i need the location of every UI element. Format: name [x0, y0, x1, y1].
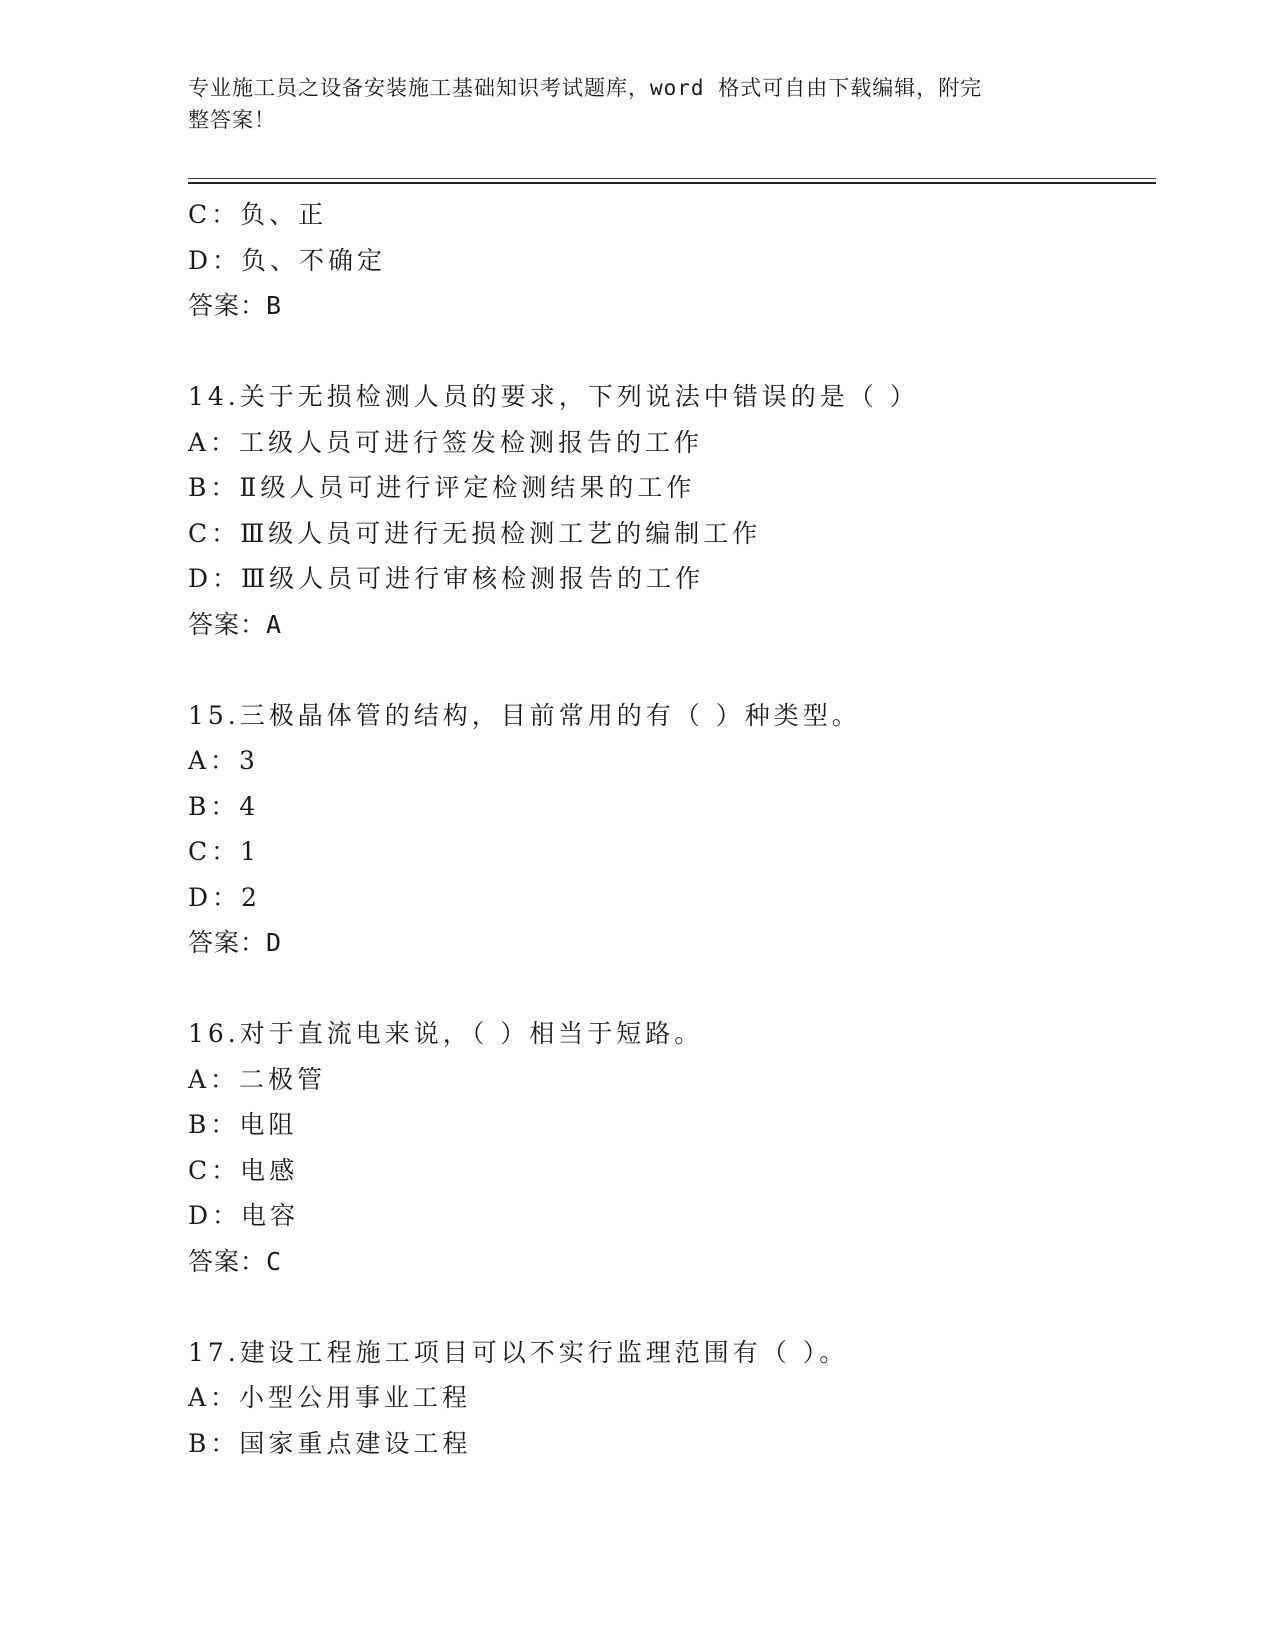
q14-option-b: B：Ⅱ级人员可进行评定检测结果的工作	[188, 473, 696, 502]
q13-option-d: D：负、不确定	[188, 245, 387, 275]
q17-option-b: B：国家重点建设工程	[188, 1428, 472, 1458]
q15-answer: 答案：D	[188, 928, 283, 957]
header-line-2: 整答案！	[188, 108, 276, 132]
header-divider-thick	[188, 182, 1156, 184]
q15-question: 15.三极晶体管的结构，目前常用的有（ ）种类型。	[188, 700, 861, 730]
document-header	[188, 72, 1068, 136]
q17-option-a: A：小型公用事业工程	[188, 1383, 472, 1412]
header-line-1: 专业施工员之设备安装施工基础知识考试题库，word 格式可自由下载编辑，附完	[188, 76, 983, 100]
q13-option-c: C：负、正	[188, 200, 328, 229]
q16-option-b: B：电阻	[188, 1110, 298, 1139]
q14-option-a: A：工级人员可进行签发检测报告的工作	[188, 427, 704, 457]
q16-option-a: A：二极管	[188, 1064, 327, 1094]
header-divider-thin	[188, 178, 1156, 179]
question-17-block	[188, 1330, 1156, 1467]
question-15-block	[188, 693, 1156, 966]
q16-option-d: D：电容	[188, 1201, 300, 1230]
q16-question: 16.对于直流电来说，（ ）相当于短路。	[188, 1019, 704, 1048]
question-14-block	[188, 374, 1156, 647]
q14-answer: 答案：A	[188, 609, 283, 639]
q15-option-d: D：2	[188, 882, 261, 912]
question-list	[188, 192, 1156, 1466]
q14-option-d: D：Ⅲ级人员可进行审核检测报告的工作	[188, 564, 705, 593]
q16-answer: 答案：C	[188, 1246, 283, 1276]
q15-option-b: B：4	[188, 791, 260, 821]
q14-question: 14.关于无损检测人员的要求，下列说法中错误的是（ ）	[188, 382, 919, 411]
question-13-block	[188, 192, 1156, 329]
question-16-block	[188, 1011, 1156, 1284]
q15-option-c: C：1	[188, 837, 261, 866]
q15-option-a: A：3	[188, 746, 259, 775]
q13-answer: 答案：B	[188, 291, 283, 320]
q16-option-c: C：电感	[188, 1155, 299, 1185]
q17-question: 17.建设工程施工项目可以不实行监理范围有（ ）。	[188, 1337, 849, 1367]
q14-option-c: C：Ⅲ级人员可进行无损检测工艺的编制工作	[188, 518, 762, 548]
